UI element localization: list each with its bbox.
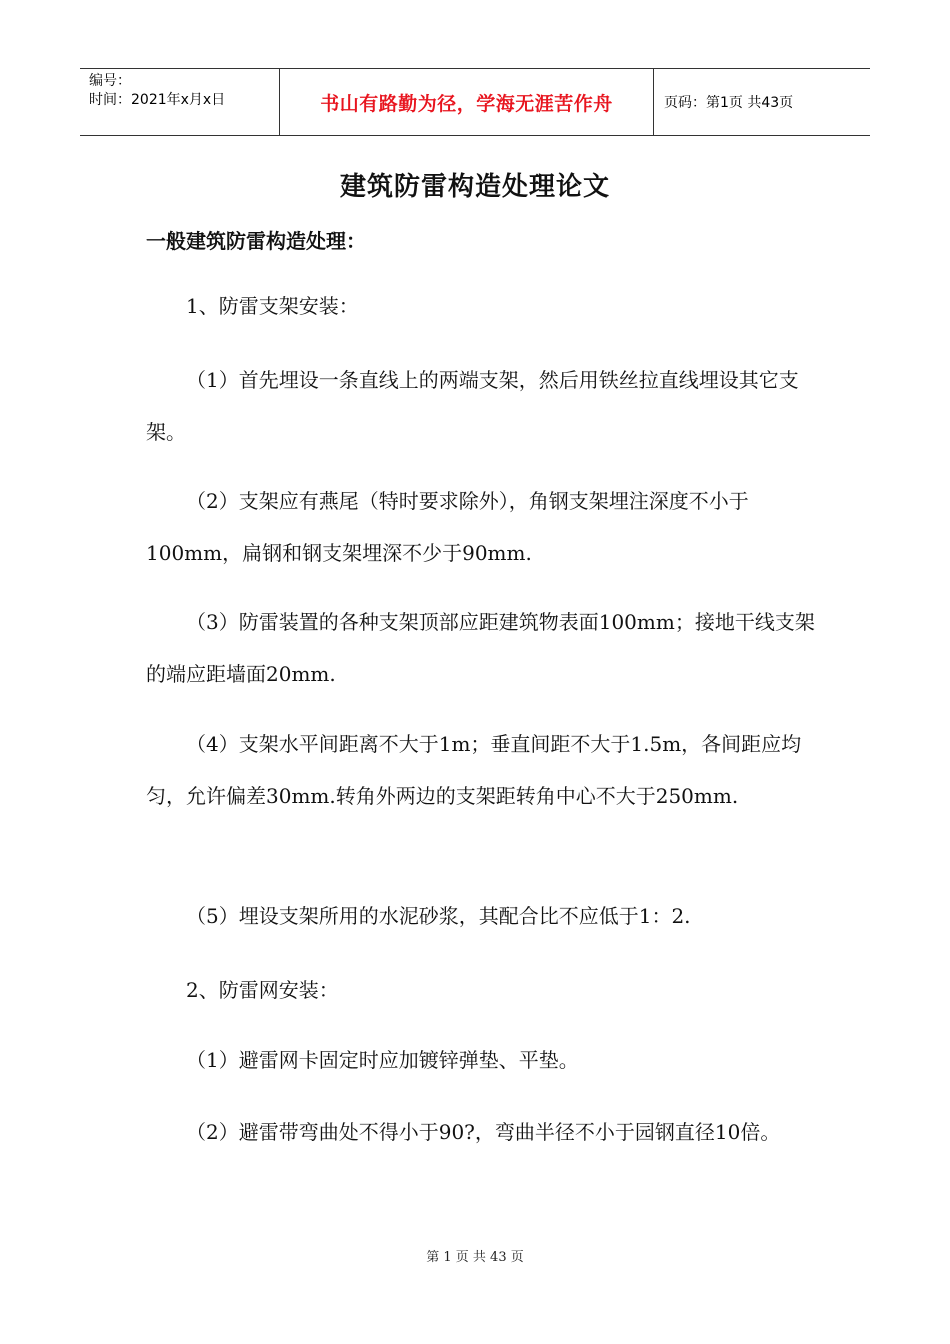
paragraph-9: （2）避雷带弯曲处不得小于90?，弯曲半径不小于园钢直径10倍。	[186, 1120, 781, 1144]
paragraph-6: （5）埋设支架所用的水泥砂浆，其配合比不应低于1：2.	[186, 904, 691, 928]
paragraph-7: 2、防雷网安装：	[186, 978, 339, 1002]
header-motto: 书山有路勤为径，学海无涯苦作舟	[280, 69, 654, 135]
header-page-info: 页码：第1页 共43页	[664, 95, 794, 111]
page-header	[80, 68, 870, 136]
paragraph-5: （4）支架水平间距离不大于1m；垂直间距不大于1.5m，各间距应均匀，允许偏差30mm.转角外两边的支架距转角中心不大于250mm.	[146, 732, 802, 808]
paragraph-1: 1、防雷支架安装：	[186, 294, 359, 318]
paragraph-4: （3）防雷装置的各种支架顶部应距建筑物表面100mm；接地干线支架的端应距墙面20mm.	[146, 610, 815, 686]
document-title: 建筑防雷构造处理论文	[339, 172, 610, 202]
paragraph-8: （1）避雷网卡固定时应加镀锌弹垫、平垫。	[186, 1048, 579, 1072]
page-footer: 第 1 页 共 43 页	[426, 1250, 524, 1265]
document-time-label: 时间：2021年x月x日	[89, 92, 226, 108]
section-heading: 一般建筑防雷构造处理：	[146, 229, 366, 253]
document-number-label: 编号：	[89, 73, 131, 89]
header-meta	[80, 69, 280, 135]
paragraph-3: （2）支架应有燕尾（特时要求除外），角钢支架埋注深度不小于100mm，扁钢和钢支架埋深不少于90mm.	[146, 489, 749, 565]
paragraph-2: （1）首先埋设一条直线上的两端支架，然后用铁丝拉直线埋设其它支架。	[146, 368, 799, 444]
